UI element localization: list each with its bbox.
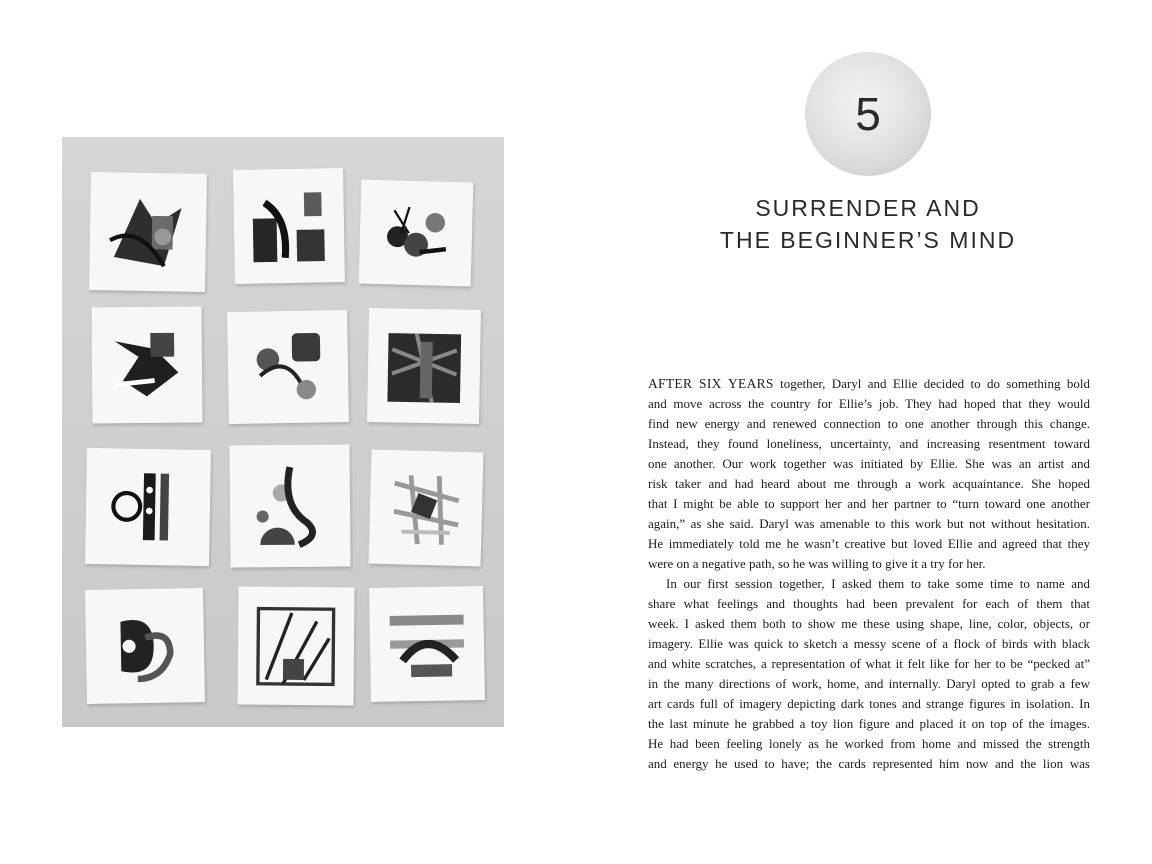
text-line: one another. Our work together was initiated by Ellie. She was an artist and	[648, 456, 1090, 471]
text-line: again,” as she said. Daryl was amenable to this work but not without hesitation.	[648, 516, 1090, 531]
text-line: He immediately told me he wasn’t creative but loved Ellie and agreed that they	[648, 536, 1090, 551]
abstract-artwork	[107, 323, 187, 407]
abstract-artwork	[105, 189, 190, 275]
chapter-title-line-1: SURRENDER AND	[755, 195, 981, 221]
art-card	[369, 586, 485, 702]
text-line: He had been feeling lonely as he worked from home and missed the strength	[648, 736, 1090, 751]
abstract-artwork	[383, 324, 465, 407]
abstract-artwork	[375, 195, 458, 272]
text-line: risk taker and had heard about me through a work acquaintance. She hoped	[648, 476, 1090, 491]
text-line: share what feelings and thoughts had been prevalent for each of them that	[648, 596, 1090, 611]
chapter-number: 5	[855, 88, 881, 140]
art-card	[233, 168, 345, 284]
art-card	[369, 450, 484, 567]
art-card	[227, 310, 349, 424]
text-line: and energy he used to have; the cards represented him now and the lion was	[648, 756, 1090, 771]
text-line: and move across the country for Ellie’s job. They had hoped that they would	[648, 396, 1090, 411]
text-line: In our first session together, I asked them to take some time to name and	[666, 576, 1090, 591]
text-line: were on a negative path, so he was willing to give it a try for her.	[648, 556, 986, 571]
art-card	[367, 308, 481, 424]
art-card	[85, 588, 205, 704]
abstract-artwork	[244, 326, 332, 408]
art-card	[85, 448, 211, 566]
abstract-artwork	[102, 604, 188, 688]
text-line: art cards full of imagery depicting dark tones and strange figures in isolation. In	[648, 696, 1090, 711]
text-line: find new energy and renewed connection to one another through this change.	[648, 416, 1090, 431]
art-card	[359, 180, 474, 287]
art-card	[91, 307, 202, 424]
lead-in: AFTER SIX YEARS	[648, 376, 774, 391]
text-line: Instead, they found loneliness, uncertainty, and increasing resentment toward	[648, 436, 1090, 451]
art-card	[237, 586, 354, 705]
text-line: the last minute he grabbed a toy lion figure and placed it on top of the images.	[648, 716, 1090, 731]
abstract-artwork	[249, 184, 330, 267]
text-line: AFTER SIX YEARS together, Daryl and Ellie decided to do something bold	[648, 376, 1090, 391]
body-text	[648, 374, 1090, 774]
text-line: imagery. Ellie was quick to sketch a messy scene of a flock of birds with black	[648, 636, 1090, 651]
abstract-artwork	[385, 602, 468, 685]
text-line: and white scratches, a representation of what it felt like for her to be “pecked at”	[648, 656, 1090, 671]
chapter-title	[700, 192, 1036, 256]
art-card	[229, 444, 350, 567]
art-card	[89, 172, 207, 292]
text-line: in the many directions of work, home, and internally. Daryl opted to grab a few	[648, 676, 1090, 691]
abstract-artwork	[103, 464, 194, 549]
abstract-artwork	[246, 462, 333, 551]
chapter-title-line-2: THE BEGINNER’S MIND	[719, 227, 1017, 253]
abstract-artwork	[385, 466, 468, 550]
abstract-artwork	[254, 603, 338, 689]
text-line: week. I asked them both to show me these using shape, line, color, objects, or	[648, 616, 1090, 631]
art-cards-photo	[62, 137, 504, 727]
text-line: that I might be able to support her and her partner to “turn toward one another	[648, 496, 1090, 511]
